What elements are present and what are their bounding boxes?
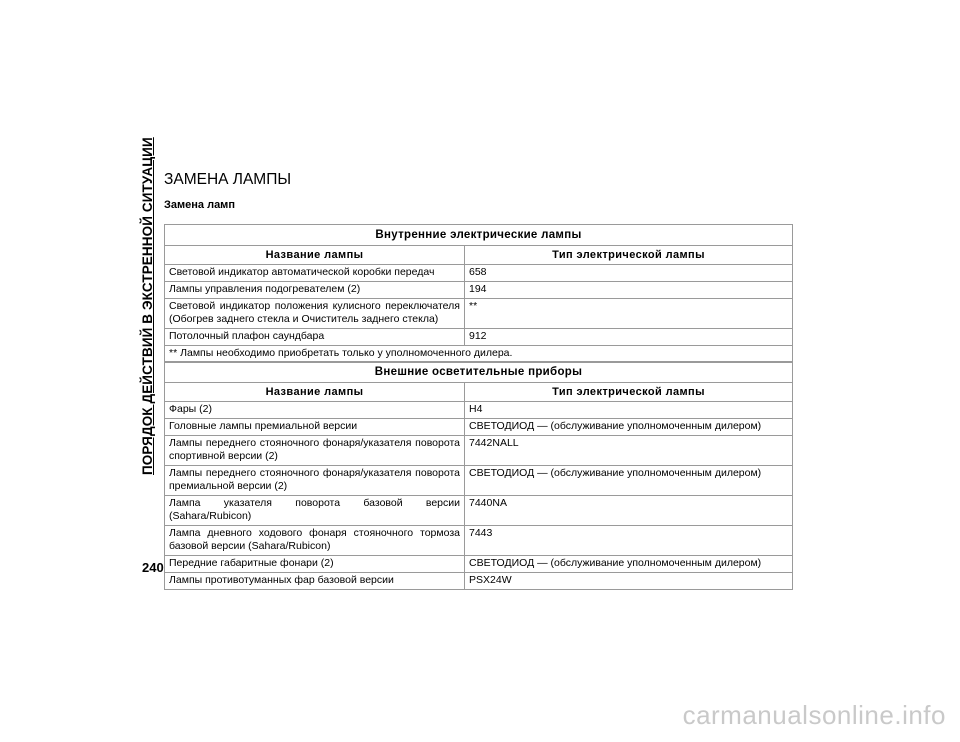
- page-subheading: Замена ламп: [164, 199, 235, 211]
- lamp-name-cell: Световой индикатор положения кулисного переключателя (Обогрев заднего стекла и Очиститель заднего стекла): [165, 299, 465, 329]
- table-row: [165, 265, 793, 282]
- table-row: [165, 496, 793, 526]
- column-header-name: Название лампы: [165, 383, 465, 402]
- table-row: [165, 419, 793, 436]
- table-row: [165, 556, 793, 573]
- table-footnote: ** Лампы необходимо приобретать только у уполномоченного дилера.: [165, 346, 793, 363]
- column-header-type: Тип электрической лампы: [465, 383, 793, 402]
- lamp-type-cell: PSX24W: [465, 573, 793, 590]
- lamp-type-cell: H4: [465, 402, 793, 419]
- lamp-type-cell: 7442NALL: [465, 436, 793, 466]
- column-header-name: Название лампы: [165, 246, 465, 265]
- lamp-name-cell: Лампы переднего стояночного фонаря/указателя поворота спортивной версии (2): [165, 436, 465, 466]
- table-title: Внешние осветительные приборы: [165, 362, 793, 383]
- section-side-title: ПОРЯДОК ДЕЙСТВИЙ В ЭКСТРЕННОЙ СИТУАЦИИ: [140, 137, 155, 475]
- lamp-type-cell: СВЕТОДИОД — (обслуживание уполномоченным дилером): [465, 419, 793, 436]
- exterior-lamps-table: [164, 361, 793, 590]
- lamp-name-cell: Потолочный плафон саундбара: [165, 329, 465, 346]
- table-title: Внутренние электрические лампы: [165, 225, 793, 246]
- table-row: [165, 573, 793, 590]
- lamp-type-cell: СВЕТОДИОД — (обслуживание уполномоченным дилером): [465, 466, 793, 496]
- lamp-name-cell: Головные лампы премиальной версии: [165, 419, 465, 436]
- watermark: carmanualsonline.info: [682, 700, 946, 730]
- table-row: [165, 299, 793, 329]
- table-row: [165, 526, 793, 556]
- lamp-name-cell: Лампа дневного ходового фонаря стояночного тормоза базовой версии (Sahara/Rubicon): [165, 526, 465, 556]
- lamp-name-cell: Лампы противотуманных фар базовой версии: [165, 573, 465, 590]
- column-header-type: Тип электрической лампы: [465, 246, 793, 265]
- lamp-name-cell: Лампы управления подогревателем (2): [165, 282, 465, 299]
- lamp-type-cell: СВЕТОДИОД — (обслуживание уполномоченным дилером): [465, 556, 793, 573]
- table-row: [165, 282, 793, 299]
- page-number: 240: [142, 560, 164, 575]
- lamp-type-cell: 7443: [465, 526, 793, 556]
- lamp-type-cell: **: [465, 299, 793, 329]
- lamp-type-cell: 7440NA: [465, 496, 793, 526]
- lamp-name-cell: Лампа указателя поворота базовой версии (Sahara/Rubicon): [165, 496, 465, 526]
- table-row: [165, 466, 793, 496]
- table-row: [165, 436, 793, 466]
- lamp-name-cell: Лампы переднего стояночного фонаря/указателя поворота премиальной версии (2): [165, 466, 465, 496]
- lamp-name-cell: Световой индикатор автоматической коробки передач: [165, 265, 465, 282]
- lamp-name-cell: Передние габаритные фонари (2): [165, 556, 465, 573]
- table-row: [165, 329, 793, 346]
- interior-lamps-table: [164, 224, 793, 363]
- lamp-name-cell: Фары (2): [165, 402, 465, 419]
- lamp-type-cell: 912: [465, 329, 793, 346]
- page-heading: ЗАМЕНА ЛАМПЫ: [164, 171, 292, 188]
- lamp-type-cell: 194: [465, 282, 793, 299]
- lamp-type-cell: 658: [465, 265, 793, 282]
- table-row: [165, 402, 793, 419]
